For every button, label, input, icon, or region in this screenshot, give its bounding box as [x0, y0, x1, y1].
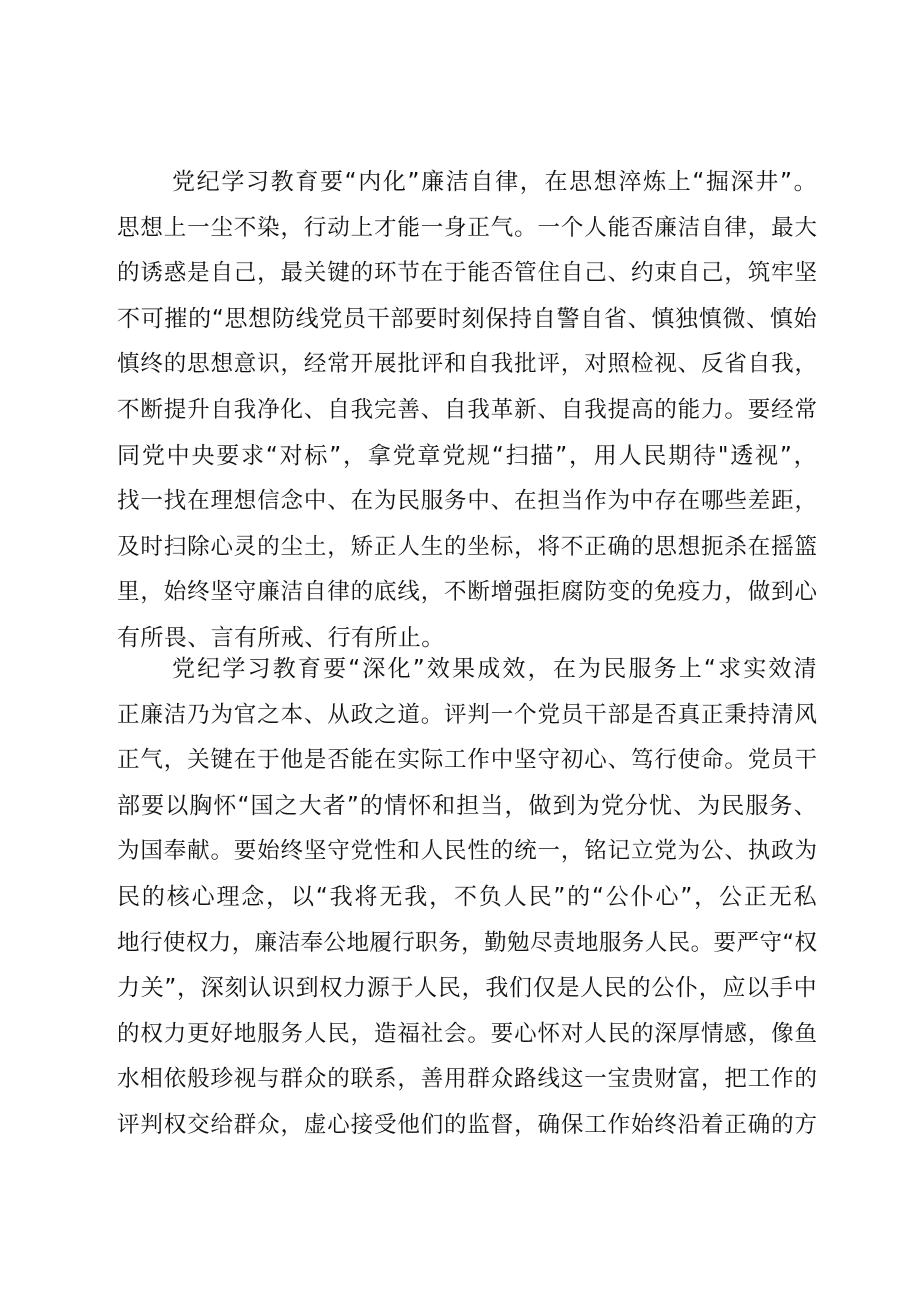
paragraph-line: 水相依般珍视与群众的联系，善用群众路线这一宝贵财富，把工作的 — [117, 1066, 817, 1093]
paragraph-line: 党纪学习教育要“内化”廉洁自律，在思想淬炼上“掘深井”。 — [172, 169, 817, 195]
paragraph-line: 里，始终坚守廉洁自律的底线，不断增强拒腐防变的免疫力，做到心 — [117, 579, 817, 606]
paragraph-line: 部要以胸怀“国之大者”的情怀和担当，做到为党分忧、为民服务、 — [117, 792, 817, 819]
paragraph-2 — [117, 647, 817, 1149]
paragraph-line: 评判权交给群众，虚心接受他们的监督，确保工作始终沿着正确的方 — [117, 1111, 817, 1138]
paragraph-line: 的权力更好地服务人民，造福社会。要心怀对人民的深厚情感，像鱼 — [117, 1020, 817, 1047]
paragraph-line: 正廉洁乃为官之本、从政之道。评判一个党员干部是否真正秉持清风 — [117, 701, 817, 728]
paragraph-line: 及时扫除心灵的尘土，矫正人生的坐标，将不正确的思想扼杀在摇篮 — [117, 533, 817, 560]
paragraph-line: 有所畏、言有所戒、行有所止。 — [117, 624, 445, 651]
paragraph-line: 慎终的思想意识，经常开展批评和自我批评，对照检视、反省自我， — [117, 351, 817, 378]
paragraph-line: 民的核心理念，以“我将无我，不负人民”的“公仆心”，公正无私 — [117, 883, 817, 910]
paragraph-line: 力关”，深刻认识到权力源于人民，我们仅是人民的公仆，应以手中 — [117, 975, 817, 1002]
paragraph-line: 地行使权力，廉洁奉公地履行职务，勤勉尽责地服务人民。要严守“权 — [117, 929, 817, 956]
paragraph-line: 党纪学习教育要“深化”效果成效，在为民服务上“求实效清 — [172, 656, 817, 682]
paragraph-line: 为国奉献。要始终坚守党性和人民性的统一，铭记立党为公、执政为 — [117, 838, 817, 865]
paragraph-1 — [117, 160, 817, 662]
paragraph-line: 正气，关键在于他是否能在实际工作中坚守初心、笃行使命。党员干 — [117, 747, 817, 774]
paragraph-line: 不可摧的“思想防线党员干部要时刻保持自警自省、慎独慎微、慎始 — [117, 305, 817, 332]
paragraph-line: 找一找在理想信念中、在为民服务中、在担当作为中存在哪些差距， — [117, 488, 817, 515]
paragraph-line: 思想上一尘不染，行动上才能一身正气。一个人能否廉洁自律，最大 — [117, 214, 817, 241]
paragraph-line: 的诱惑是自己，最关键的环节在于能否管住自己、约束自己，筑牢坚 — [117, 260, 817, 287]
paragraph-line: 不断提升自我净化、自我完善、自我革新、自我提高的能力。要经常 — [117, 396, 817, 423]
paragraph-line: 同党中央要求“对标”，拿党章党规“扫描”，用人民期待"透视”， — [117, 442, 817, 469]
